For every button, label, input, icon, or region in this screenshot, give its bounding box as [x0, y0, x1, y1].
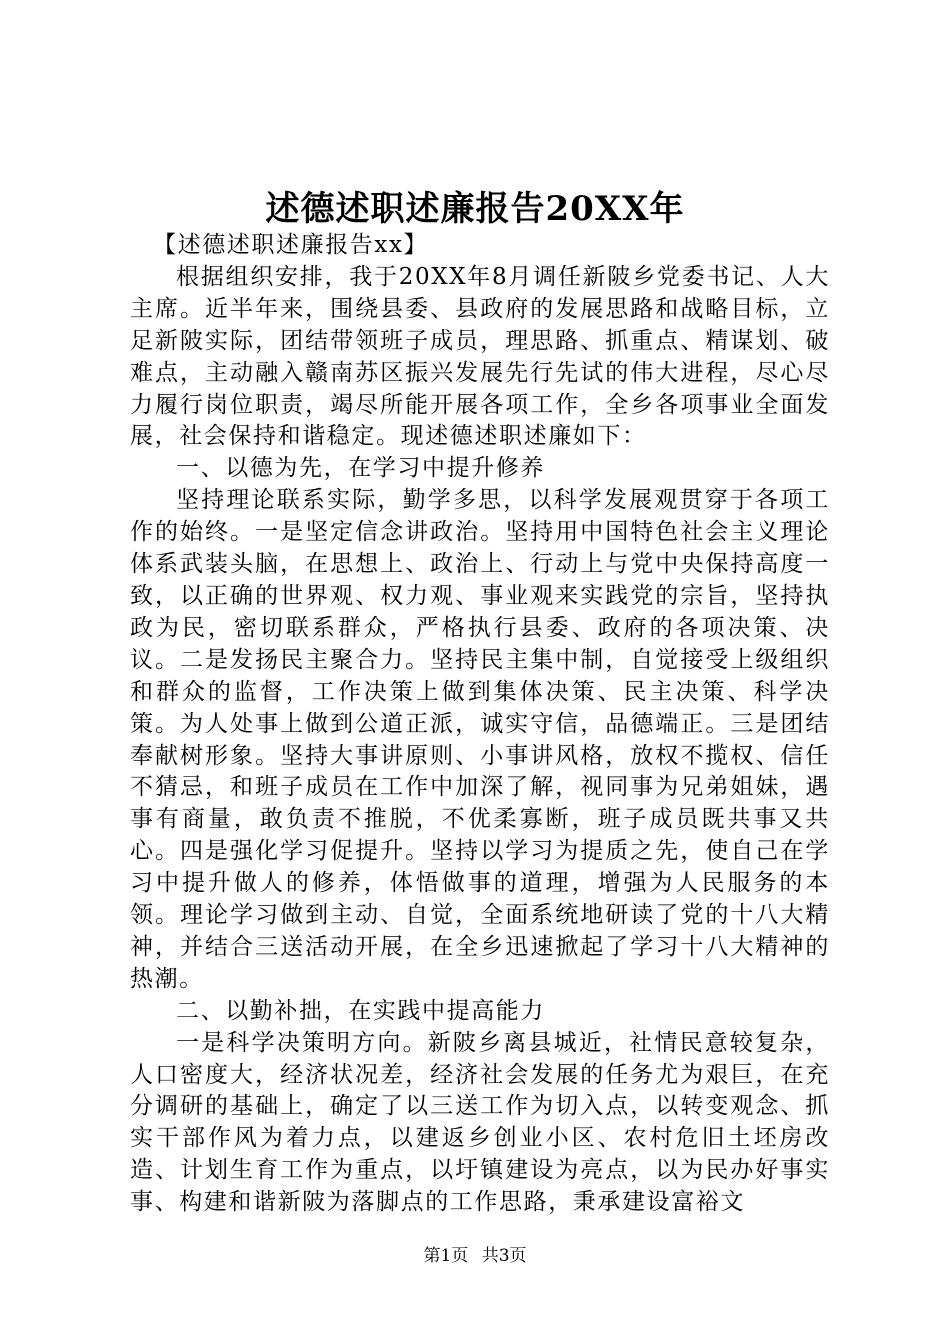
section-heading-1: 一、以德为先，在学习中提升修养	[176, 455, 545, 482]
section-heading-2: 二、以勤补拙，在实践中提高能力	[176, 997, 545, 1024]
document-title: 述德述职述廉报告20XX年	[265, 189, 685, 229]
page-total: 共3页	[481, 1246, 527, 1266]
section-1-paragraph: 坚持理论联系实际，勤学多思，以科学发展观贯穿于各项工作的始终。一是坚定信念讲政治。坚持用中国特色社会主义理论体系武装头脑，在思想上、政治上、行动上与党中央保持高度一致，以正确的世界观、权力观、事业观来实践党的宗旨，坚持执政为民，密切联系群众，严格执行县委、政府的各项决策、决议。二是发扬民主聚合力。坚持民主集中制，自觉接受上级组织和群众的监督，工作决策上做到集体决策、民主决策、科学决策。为人处事上做到公道正派，诚实守信，品德端正。三是团结奉献树形象。坚持大事讲原则、小事讲风格，放权不揽权、信任不猜忌，和班子成员在工作中加深了解，视同事为兄弟姐妹，遇事有商量，敢负责不推脱，不优柔寡断，班子成员既共事又共心。四是强化学习促提升。坚持以学习为提质之先，使自己在学习中提升做人的修养，体悟做事的道理，增强为人民服务的本领。理论学习做到主动、自觉，全面系统地研读了党的十八大精神，并结合三送活动开展，在全乡迅速掀起了学习十八大精神的热潮。	[130, 487, 830, 992]
document-body	[130, 230, 830, 1219]
page-number: 第1页	[423, 1246, 469, 1266]
intro-paragraph: 根据组织安排，我于20XX年8月调任新陂乡党委书记、人大主席。近半年来，围绕县委、县政府的发展思路和战略目标，立足新陂实际，团结带领班子成员，理思路、抓重点、精谋划、破难点，主动融入赣南苏区振兴发展先行先试的伟大进程，尽心尽力履行岗位职责，竭尽所能开展各项工作，全乡各项事业全面发展，社会保持和谐稳定。现述德述职述廉如下：	[130, 263, 830, 450]
section-2-paragraph: 一是科学决策明方向。新陂乡离县城近，社情民意较复杂，人口密度大，经济状况差，经济社会发展的任务尤为艰巨，在充分调研的基础上，确定了以三送工作为切入点，以转变观念、抓实干部作风为着力点，以建返乡创业小区、农村危旧土坯房改造、计划生育工作为重点，以圩镇建设为亮点，以为民办好事实事、构建和谐新陂为落脚点的工作思路，秉承建设富裕文	[130, 1029, 830, 1216]
page-footer	[0, 1244, 950, 1268]
subtitle-bracket: 【述德述职述廉报告xx】	[153, 232, 429, 258]
